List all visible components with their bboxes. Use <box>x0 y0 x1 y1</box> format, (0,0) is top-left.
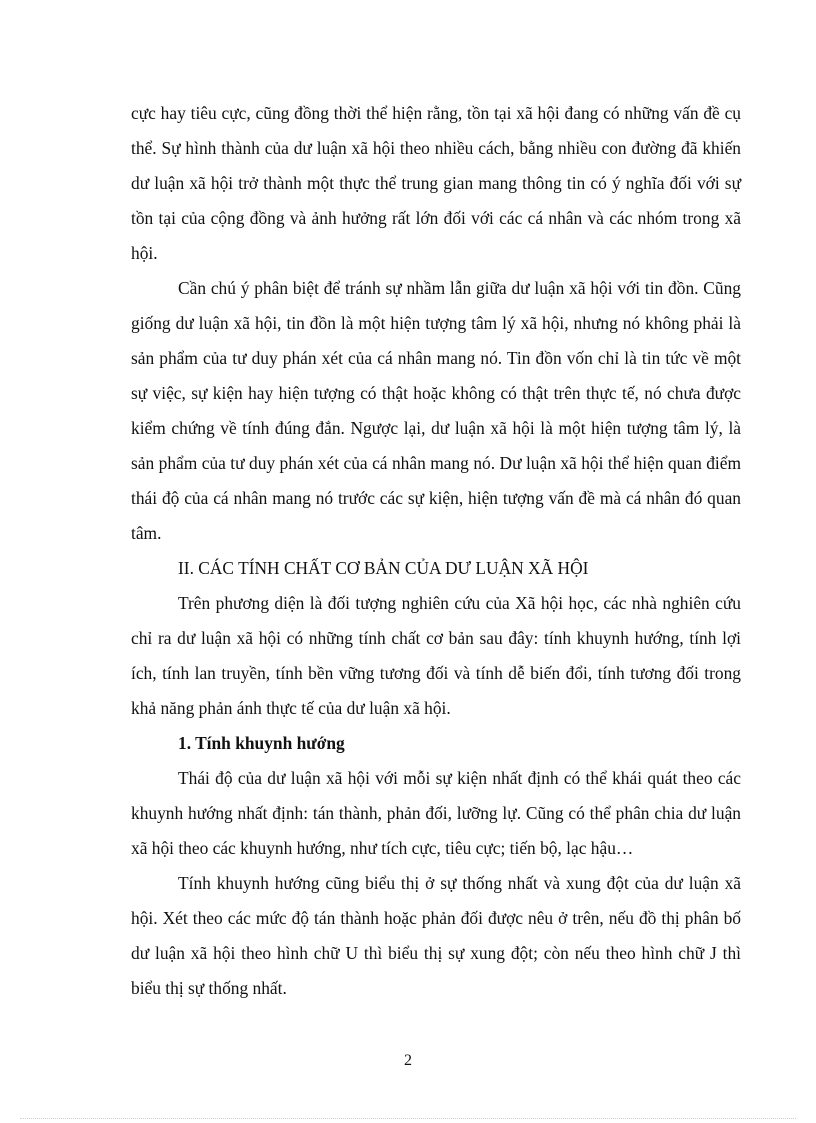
page-bottom-divider <box>20 1118 796 1119</box>
subheading-tendency: 1. Tính khuynh hướng <box>178 733 345 753</box>
paragraph-properties-intro: Trên phương diện là đối tượng nghiên cứu của Xã hội học, các nhà nghiên cứu chỉ ra dư luận xã hội có những tính chất cơ bản sau đây: tính khuynh hướng, tính lợi ích, tính lan truyền, tính bền vững tương đối và tính dễ biến đổi, tính tương đối trong khả năng phản ánh thực tế của dư luận xã hội. <box>131 593 741 718</box>
section-heading: II. CÁC TÍNH CHẤT CƠ BẢN CỦA DƯ LUẬN XÃ HỘI <box>178 558 589 578</box>
paragraph-tendency-attitude: Thái độ của dư luận xã hội với mỗi sự kiện nhất định có thể khái quát theo các khuynh hướng nhất định: tán thành, phản đối, lưỡng lự. Cũng có thể phân chia dư luận xã hội theo các khuynh hướng, như tích cực, tiêu cực; tiến bộ, lạc hậu… <box>131 768 741 858</box>
paragraph-tendency-conflict: Tính khuynh hướng cũng biểu thị ở sự thống nhất và xung đột của dư luận xã hội. Xét theo các mức độ tán thành hoặc phản đối được nêu ở trên, nếu đồ thị phân bố dư luận xã hội theo hình chữ U thì biểu thị sự xung đột; còn nếu theo hình chữ J thì biểu thị sự thống nhất. <box>131 873 741 998</box>
paragraph-rumor-distinction: Cần chú ý phân biệt để tránh sự nhầm lẫn giữa dư luận xã hội với tin đồn. Cũng giống dư luận xã hội, tin đồn là một hiện tượng tâm lý xã hội, nhưng nó không phải là sản phẩm của tư duy phán xét của cá nhân mang nó. Tin đồn vốn chỉ là tin tức về một sự việc, sự kiện hay hiện tượng có thật hoặc không có thật trên thực tế, nó chưa được kiểm chứng về tính đúng đắn. Ngược lại, dư luận xã hội là một hiện tượng tâm lý, là sản phẩm của tư duy phán xét của cá nhân mang nó. Dư luận xã hội thể hiện quan điểm thái độ của cá nhân mang nó trước các sự kiện, hiện tượng vấn đề mà cá nhân đó quan tâm. <box>131 278 741 543</box>
body-text <box>131 96 741 1006</box>
page-number: 2 <box>404 1052 412 1069</box>
paragraph-continuation: cực hay tiêu cực, cũng đồng thời thể hiện rằng, tồn tại xã hội đang có những vấn đề cụ thể. Sự hình thành của dư luận xã hội theo nhiều cách, bằng nhiều con đường đã khiến dư luận xã hội trở thành một thực thể trung gian mang thông tin có ý nghĩa đối với sự tồn tại của cộng đồng và ảnh hưởng rất lớn đối với các cá nhân và các nhóm trong xã hội. <box>131 103 741 263</box>
